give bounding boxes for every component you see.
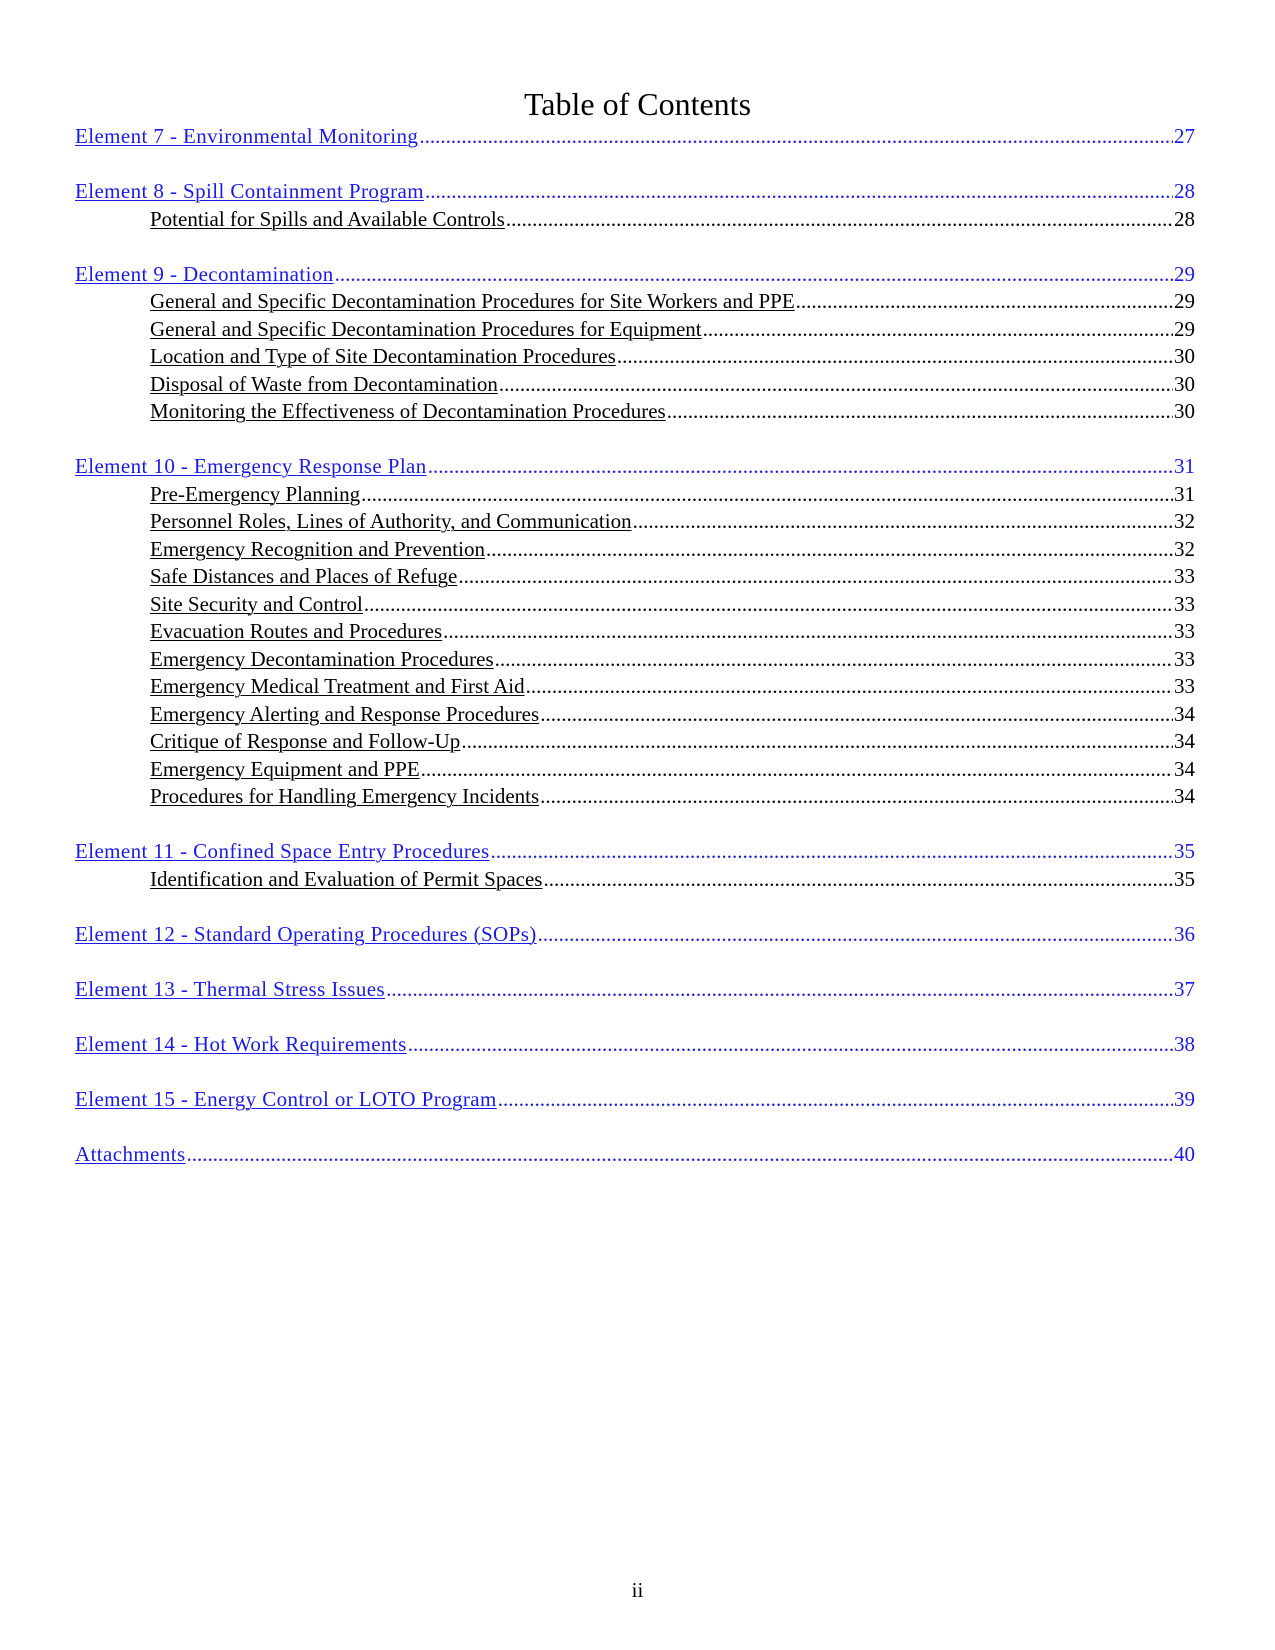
dot-leader bbox=[361, 481, 1173, 509]
toc-subitem-entry[interactable] bbox=[75, 591, 1195, 619]
toc-page-number[interactable]: 29 bbox=[1174, 261, 1195, 286]
toc-subitem-entry[interactable] bbox=[75, 728, 1195, 756]
toc-page-number[interactable]: 30 bbox=[1174, 399, 1195, 423]
toc-subitem-link[interactable]: General and Specific Decontamination Procedures for Equipment bbox=[150, 316, 702, 341]
toc-page-number[interactable]: 38 bbox=[1174, 1031, 1195, 1056]
toc-element-link[interactable]: Element 12 - Standard Operating Procedures (SOPs) bbox=[75, 921, 537, 946]
toc-subitem-link[interactable]: Pre-Emergency Planning bbox=[150, 481, 361, 506]
toc-element-entry[interactable] bbox=[75, 1031, 1195, 1059]
toc-element-link[interactable]: Element 13 - Thermal Stress Issues bbox=[75, 976, 386, 1001]
toc-element-entry[interactable] bbox=[75, 178, 1195, 206]
toc-element-entry[interactable] bbox=[75, 838, 1195, 866]
toc-section bbox=[75, 453, 1195, 811]
dot-leader bbox=[499, 371, 1173, 399]
toc-page-number[interactable]: 32 bbox=[1174, 536, 1195, 561]
dot-leader bbox=[540, 701, 1173, 729]
toc-page-number[interactable]: 39 bbox=[1174, 1086, 1195, 1111]
dot-leader bbox=[458, 563, 1173, 591]
toc-subitem-entry[interactable] bbox=[75, 343, 1195, 371]
toc-element-entry[interactable] bbox=[75, 123, 1195, 151]
toc-page-number[interactable]: 30 bbox=[1174, 371, 1195, 396]
dot-leader bbox=[703, 316, 1173, 344]
dot-leader bbox=[495, 646, 1173, 674]
dot-leader bbox=[386, 976, 1173, 1004]
toc-page-number[interactable]: 40 bbox=[1174, 1141, 1195, 1166]
toc-subitem-entry[interactable] bbox=[75, 783, 1195, 811]
toc-subitem-entry[interactable] bbox=[75, 756, 1195, 784]
toc-section bbox=[75, 178, 1195, 233]
toc-subitem-link[interactable]: Emergency Decontamination Procedures bbox=[150, 646, 494, 671]
toc-page-number[interactable]: 36 bbox=[1174, 921, 1195, 946]
page-title: Table of Contents bbox=[523, 86, 752, 122]
dot-leader bbox=[187, 1141, 1173, 1169]
toc-element-entry[interactable] bbox=[75, 261, 1195, 289]
toc-page-number[interactable]: 34 bbox=[1174, 729, 1195, 753]
dot-leader bbox=[506, 206, 1173, 234]
dot-leader bbox=[443, 618, 1173, 646]
toc-subitem-entry[interactable] bbox=[75, 536, 1195, 564]
toc-subitem-link[interactable]: Emergency Recognition and Prevention bbox=[150, 536, 485, 561]
dot-leader bbox=[633, 508, 1173, 536]
toc-section bbox=[75, 123, 1195, 151]
toc-subitem-link[interactable]: Safe Distances and Places of Refuge bbox=[150, 564, 458, 588]
toc-element-link[interactable]: Element 14 - Hot Work Requirements bbox=[75, 1031, 407, 1056]
table-of-contents bbox=[75, 123, 1195, 1196]
toc-subitem-link[interactable]: Emergency Alerting and Response Procedures bbox=[150, 701, 540, 726]
toc-subitem-link[interactable]: Emergency Medical Treatment and First Aid bbox=[150, 674, 525, 698]
toc-page-number[interactable]: 33 bbox=[1174, 591, 1195, 616]
toc-section bbox=[75, 838, 1195, 893]
dot-leader bbox=[421, 756, 1173, 784]
toc-subitem-link[interactable]: General and Specific Decontamination Procedures for Site Workers and PPE bbox=[150, 289, 795, 313]
toc-element-link[interactable]: Element 15 - Energy Control or LOTO Program bbox=[75, 1086, 497, 1111]
toc-element-entry[interactable] bbox=[75, 1086, 1195, 1114]
toc-subitem-entry[interactable] bbox=[75, 481, 1195, 509]
toc-page-number[interactable]: 31 bbox=[1174, 454, 1195, 478]
toc-page-number[interactable]: 34 bbox=[1174, 784, 1195, 808]
dot-leader bbox=[667, 398, 1173, 426]
toc-subitem-link[interactable]: Emergency Equipment and PPE bbox=[150, 756, 420, 781]
toc-subitem-link[interactable]: Potential for Spills and Available Controls bbox=[150, 206, 505, 231]
toc-page-number[interactable]: 35 bbox=[1174, 866, 1195, 891]
toc-element-entry[interactable] bbox=[75, 453, 1195, 481]
toc-page-number[interactable]: 28 bbox=[1174, 206, 1195, 231]
toc-element-entry[interactable] bbox=[75, 976, 1195, 1004]
toc-subitem-link[interactable]: Disposal of Waste from Decontamination bbox=[150, 371, 498, 396]
toc-page-number[interactable]: 34 bbox=[1174, 701, 1195, 726]
toc-element-link[interactable]: Element 10 - Emergency Response Plan bbox=[75, 454, 427, 478]
toc-subitem-link[interactable]: Personnel Roles, Lines of Authority, and Communication bbox=[150, 509, 632, 533]
toc-page-number[interactable]: 30 bbox=[1174, 344, 1195, 368]
toc-subitem-entry[interactable] bbox=[75, 371, 1195, 399]
dot-leader bbox=[526, 673, 1173, 701]
dot-leader bbox=[796, 288, 1173, 316]
dot-leader bbox=[408, 1031, 1173, 1059]
toc-subitem-entry[interactable] bbox=[75, 288, 1195, 316]
toc-subitem-link[interactable]: Procedures for Handling Emergency Incidents bbox=[150, 784, 540, 808]
toc-subitem-entry[interactable] bbox=[75, 866, 1195, 894]
toc-subitem-entry[interactable] bbox=[75, 316, 1195, 344]
dot-leader bbox=[461, 728, 1173, 756]
toc-section bbox=[75, 1031, 1195, 1059]
toc-page-number[interactable]: 29 bbox=[1174, 289, 1195, 313]
toc-page-number[interactable]: 33 bbox=[1174, 646, 1195, 671]
dot-leader bbox=[364, 591, 1173, 619]
toc-page-number[interactable]: 35 bbox=[1174, 839, 1195, 863]
toc-subitem-entry[interactable] bbox=[75, 673, 1195, 701]
toc-page-number[interactable]: 33 bbox=[1174, 619, 1195, 643]
page-number: ii bbox=[631, 1578, 644, 1602]
dot-leader bbox=[498, 1086, 1173, 1114]
toc-subitem-entry[interactable] bbox=[75, 701, 1195, 729]
toc-element-entry[interactable] bbox=[75, 1141, 1195, 1169]
toc-subitem-entry[interactable] bbox=[75, 563, 1195, 591]
toc-element-link[interactable]: Element 11 - Confined Space Entry Procedures bbox=[75, 839, 490, 863]
dot-leader bbox=[491, 838, 1173, 866]
toc-page-number[interactable]: 28 bbox=[1174, 179, 1195, 203]
toc-page-number[interactable]: 32 bbox=[1174, 509, 1195, 533]
toc-subitem-entry[interactable] bbox=[75, 508, 1195, 536]
toc-page-number[interactable]: 27 bbox=[1174, 124, 1195, 148]
toc-section bbox=[75, 261, 1195, 426]
toc-section bbox=[75, 976, 1195, 1004]
toc-page-number[interactable]: 31 bbox=[1174, 481, 1195, 506]
toc-section bbox=[75, 921, 1195, 949]
toc-page-number[interactable]: 29 bbox=[1174, 316, 1195, 341]
dot-leader bbox=[617, 343, 1173, 371]
dot-leader bbox=[538, 921, 1173, 949]
toc-subitem-link[interactable]: Monitoring the Effectiveness of Decontamination Procedures bbox=[150, 399, 666, 423]
dot-leader bbox=[425, 178, 1173, 206]
toc-section bbox=[75, 1086, 1195, 1114]
toc-subitem-link[interactable]: Critique of Response and Follow-Up bbox=[150, 729, 461, 753]
dot-leader bbox=[540, 783, 1173, 811]
toc-element-link[interactable]: Element 8 - Spill Containment Program bbox=[75, 179, 425, 203]
toc-element-link[interactable]: Element 9 - Decontamination bbox=[75, 261, 334, 286]
toc-subitem-entry[interactable] bbox=[75, 398, 1195, 426]
toc-element-link[interactable]: Element 7 - Environmental Monitoring bbox=[75, 124, 419, 148]
dot-leader bbox=[419, 123, 1173, 151]
toc-page-number[interactable]: 37 bbox=[1174, 976, 1195, 1001]
toc-subitem-entry[interactable] bbox=[75, 206, 1195, 234]
toc-subitem-link[interactable]: Evacuation Routes and Procedures bbox=[150, 619, 443, 643]
toc-element-entry[interactable] bbox=[75, 921, 1195, 949]
toc-subitem-entry[interactable] bbox=[75, 618, 1195, 646]
toc-subitem-link[interactable]: Identification and Evaluation of Permit Spaces bbox=[150, 866, 543, 891]
toc-page-number[interactable]: 33 bbox=[1174, 564, 1195, 588]
dot-leader bbox=[543, 866, 1173, 894]
toc-subitem-link[interactable]: Site Security and Control bbox=[150, 591, 363, 616]
toc-element-link[interactable]: Attachments bbox=[75, 1141, 186, 1166]
toc-subitem-entry[interactable] bbox=[75, 646, 1195, 674]
dot-leader bbox=[335, 261, 1173, 289]
toc-subitem-link[interactable]: Location and Type of Site Decontamination Procedures bbox=[150, 344, 616, 368]
toc-page-number[interactable]: 34 bbox=[1174, 756, 1195, 781]
dot-leader bbox=[428, 453, 1173, 481]
toc-section bbox=[75, 1141, 1195, 1169]
toc-page-number[interactable]: 33 bbox=[1174, 674, 1195, 698]
dot-leader bbox=[486, 536, 1173, 564]
